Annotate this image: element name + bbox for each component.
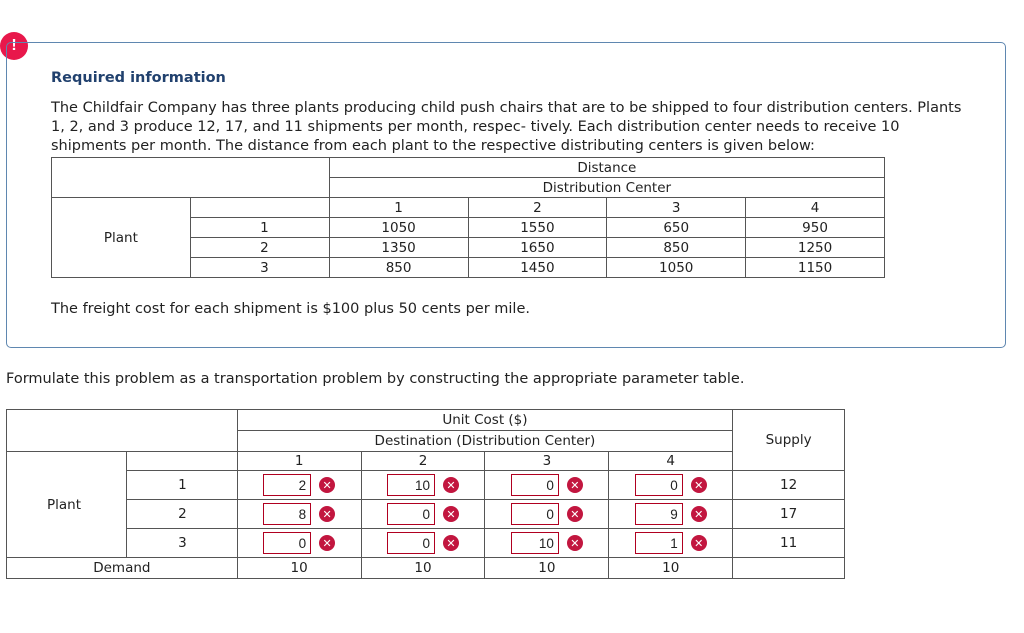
cost-input-p1-d4[interactable]: [635, 474, 683, 496]
distance-cell: 1250: [746, 238, 885, 258]
cost-plant-number: 3: [126, 529, 237, 558]
distance-cell: 950: [746, 218, 885, 238]
cost-plant-number: 2: [126, 500, 237, 529]
incorrect-icon: ✕: [443, 535, 459, 551]
cost-input-p3-d3[interactable]: [511, 532, 559, 554]
demand-supply-blank: [733, 558, 845, 579]
dc-col-1: 1: [329, 198, 468, 218]
cost-input-p3-d2[interactable]: [387, 532, 435, 554]
demand-value: 10: [361, 558, 485, 579]
plant-label: Plant: [52, 198, 191, 278]
cost-input-cell: [237, 471, 361, 500]
demand-value: 10: [609, 558, 733, 579]
demand-label: Demand: [7, 558, 238, 579]
cost-input-p1-d2[interactable]: [387, 474, 435, 496]
incorrect-icon: ✕: [691, 535, 707, 551]
supply-value: 17: [733, 500, 845, 529]
problem-statement: The Childfair Company has three plants producing child push chairs that are to be shipped to four distribution centers. Plants 1, 2, and 3 produce 12, 17, and 11 shipments per month, respec- tively. Each distribution center needs to receive 10 shipments per month. The distance from each plant to the respective distributing centers is given below:: [51, 100, 962, 154]
cost-input-cell: [237, 529, 361, 558]
plant-number: 3: [190, 258, 329, 278]
distance-cell: 1550: [468, 218, 607, 238]
cost-input-cell: [361, 529, 485, 558]
incorrect-icon: ✕: [319, 535, 335, 551]
question-prompt: Formulate this problem as a transportation problem by constructing the appropriate parameter table.: [6, 371, 745, 387]
incorrect-icon: ✕: [443, 477, 459, 493]
dc-col-2: 2: [468, 198, 607, 218]
incorrect-icon: ✕: [567, 506, 583, 522]
cost-plant-col-header: [126, 452, 237, 471]
distance-cell: 1050: [607, 258, 746, 278]
demand-value: 10: [237, 558, 361, 579]
cost-input-cell: [485, 529, 609, 558]
cost-input-p1-d3[interactable]: [511, 474, 559, 496]
dc-col-4: 4: [746, 198, 885, 218]
dest-col-2: 2: [361, 452, 485, 471]
cost-input-cell: [485, 471, 609, 500]
distance-cell: 1050: [329, 218, 468, 238]
incorrect-icon: ✕: [443, 506, 459, 522]
freight-cost-note: The freight cost for each shipment is $100 plus 50 cents per mile.: [51, 301, 530, 317]
supply-header: Supply: [733, 410, 845, 471]
distance-cell: 1650: [468, 238, 607, 258]
cost-input-p2-d3[interactable]: [511, 503, 559, 525]
cost-input-p2-d1[interactable]: [263, 503, 311, 525]
cost-plant-number: 1: [126, 471, 237, 500]
demand-value: 10: [485, 558, 609, 579]
cost-input-p3-d1[interactable]: [263, 532, 311, 554]
cost-input-cell: [361, 471, 485, 500]
distance-cell: 650: [607, 218, 746, 238]
cost-input-cell: [609, 471, 733, 500]
incorrect-icon: ✕: [691, 506, 707, 522]
distance-table: [51, 157, 885, 278]
incorrect-icon: ✕: [691, 477, 707, 493]
plant-number: 1: [190, 218, 329, 238]
cost-input-cell: [361, 500, 485, 529]
dest-col-1: 1: [237, 452, 361, 471]
dc-col-3: 3: [607, 198, 746, 218]
distance-cell: 1450: [468, 258, 607, 278]
incorrect-icon: ✕: [319, 477, 335, 493]
cost-input-p1-d1[interactable]: [263, 474, 311, 496]
plant-number: 2: [190, 238, 329, 258]
distance-cell: 1150: [746, 258, 885, 278]
unit-cost-header: Unit Cost ($): [237, 410, 732, 431]
dest-col-3: 3: [485, 452, 609, 471]
dest-col-4: 4: [609, 452, 733, 471]
distance-cell: 1350: [329, 238, 468, 258]
incorrect-icon: ✕: [319, 506, 335, 522]
cost-input-cell: [237, 500, 361, 529]
info-title: Required information: [51, 70, 226, 86]
cost-input-p2-d4[interactable]: [635, 503, 683, 525]
cost-corner: [7, 410, 238, 452]
supply-value: 11: [733, 529, 845, 558]
cost-input-cell: [485, 500, 609, 529]
incorrect-icon: ✕: [567, 535, 583, 551]
cost-plant-label: Plant: [7, 452, 127, 558]
distance-corner: [52, 158, 330, 198]
incorrect-icon: ✕: [567, 477, 583, 493]
plant-col-header: [190, 198, 329, 218]
cost-input-cell: [609, 529, 733, 558]
cost-input-p2-d2[interactable]: [387, 503, 435, 525]
unit-cost-table: [6, 409, 845, 579]
destination-header: Destination (Distribution Center): [237, 431, 732, 452]
cost-input-p3-d4[interactable]: [635, 532, 683, 554]
distribution-center-header: Distribution Center: [329, 178, 884, 198]
distance-cell: 850: [329, 258, 468, 278]
cost-input-cell: [609, 500, 733, 529]
alert-icon: !: [0, 32, 28, 60]
distance-cell: 850: [607, 238, 746, 258]
distance-header: Distance: [329, 158, 884, 178]
supply-value: 12: [733, 471, 845, 500]
